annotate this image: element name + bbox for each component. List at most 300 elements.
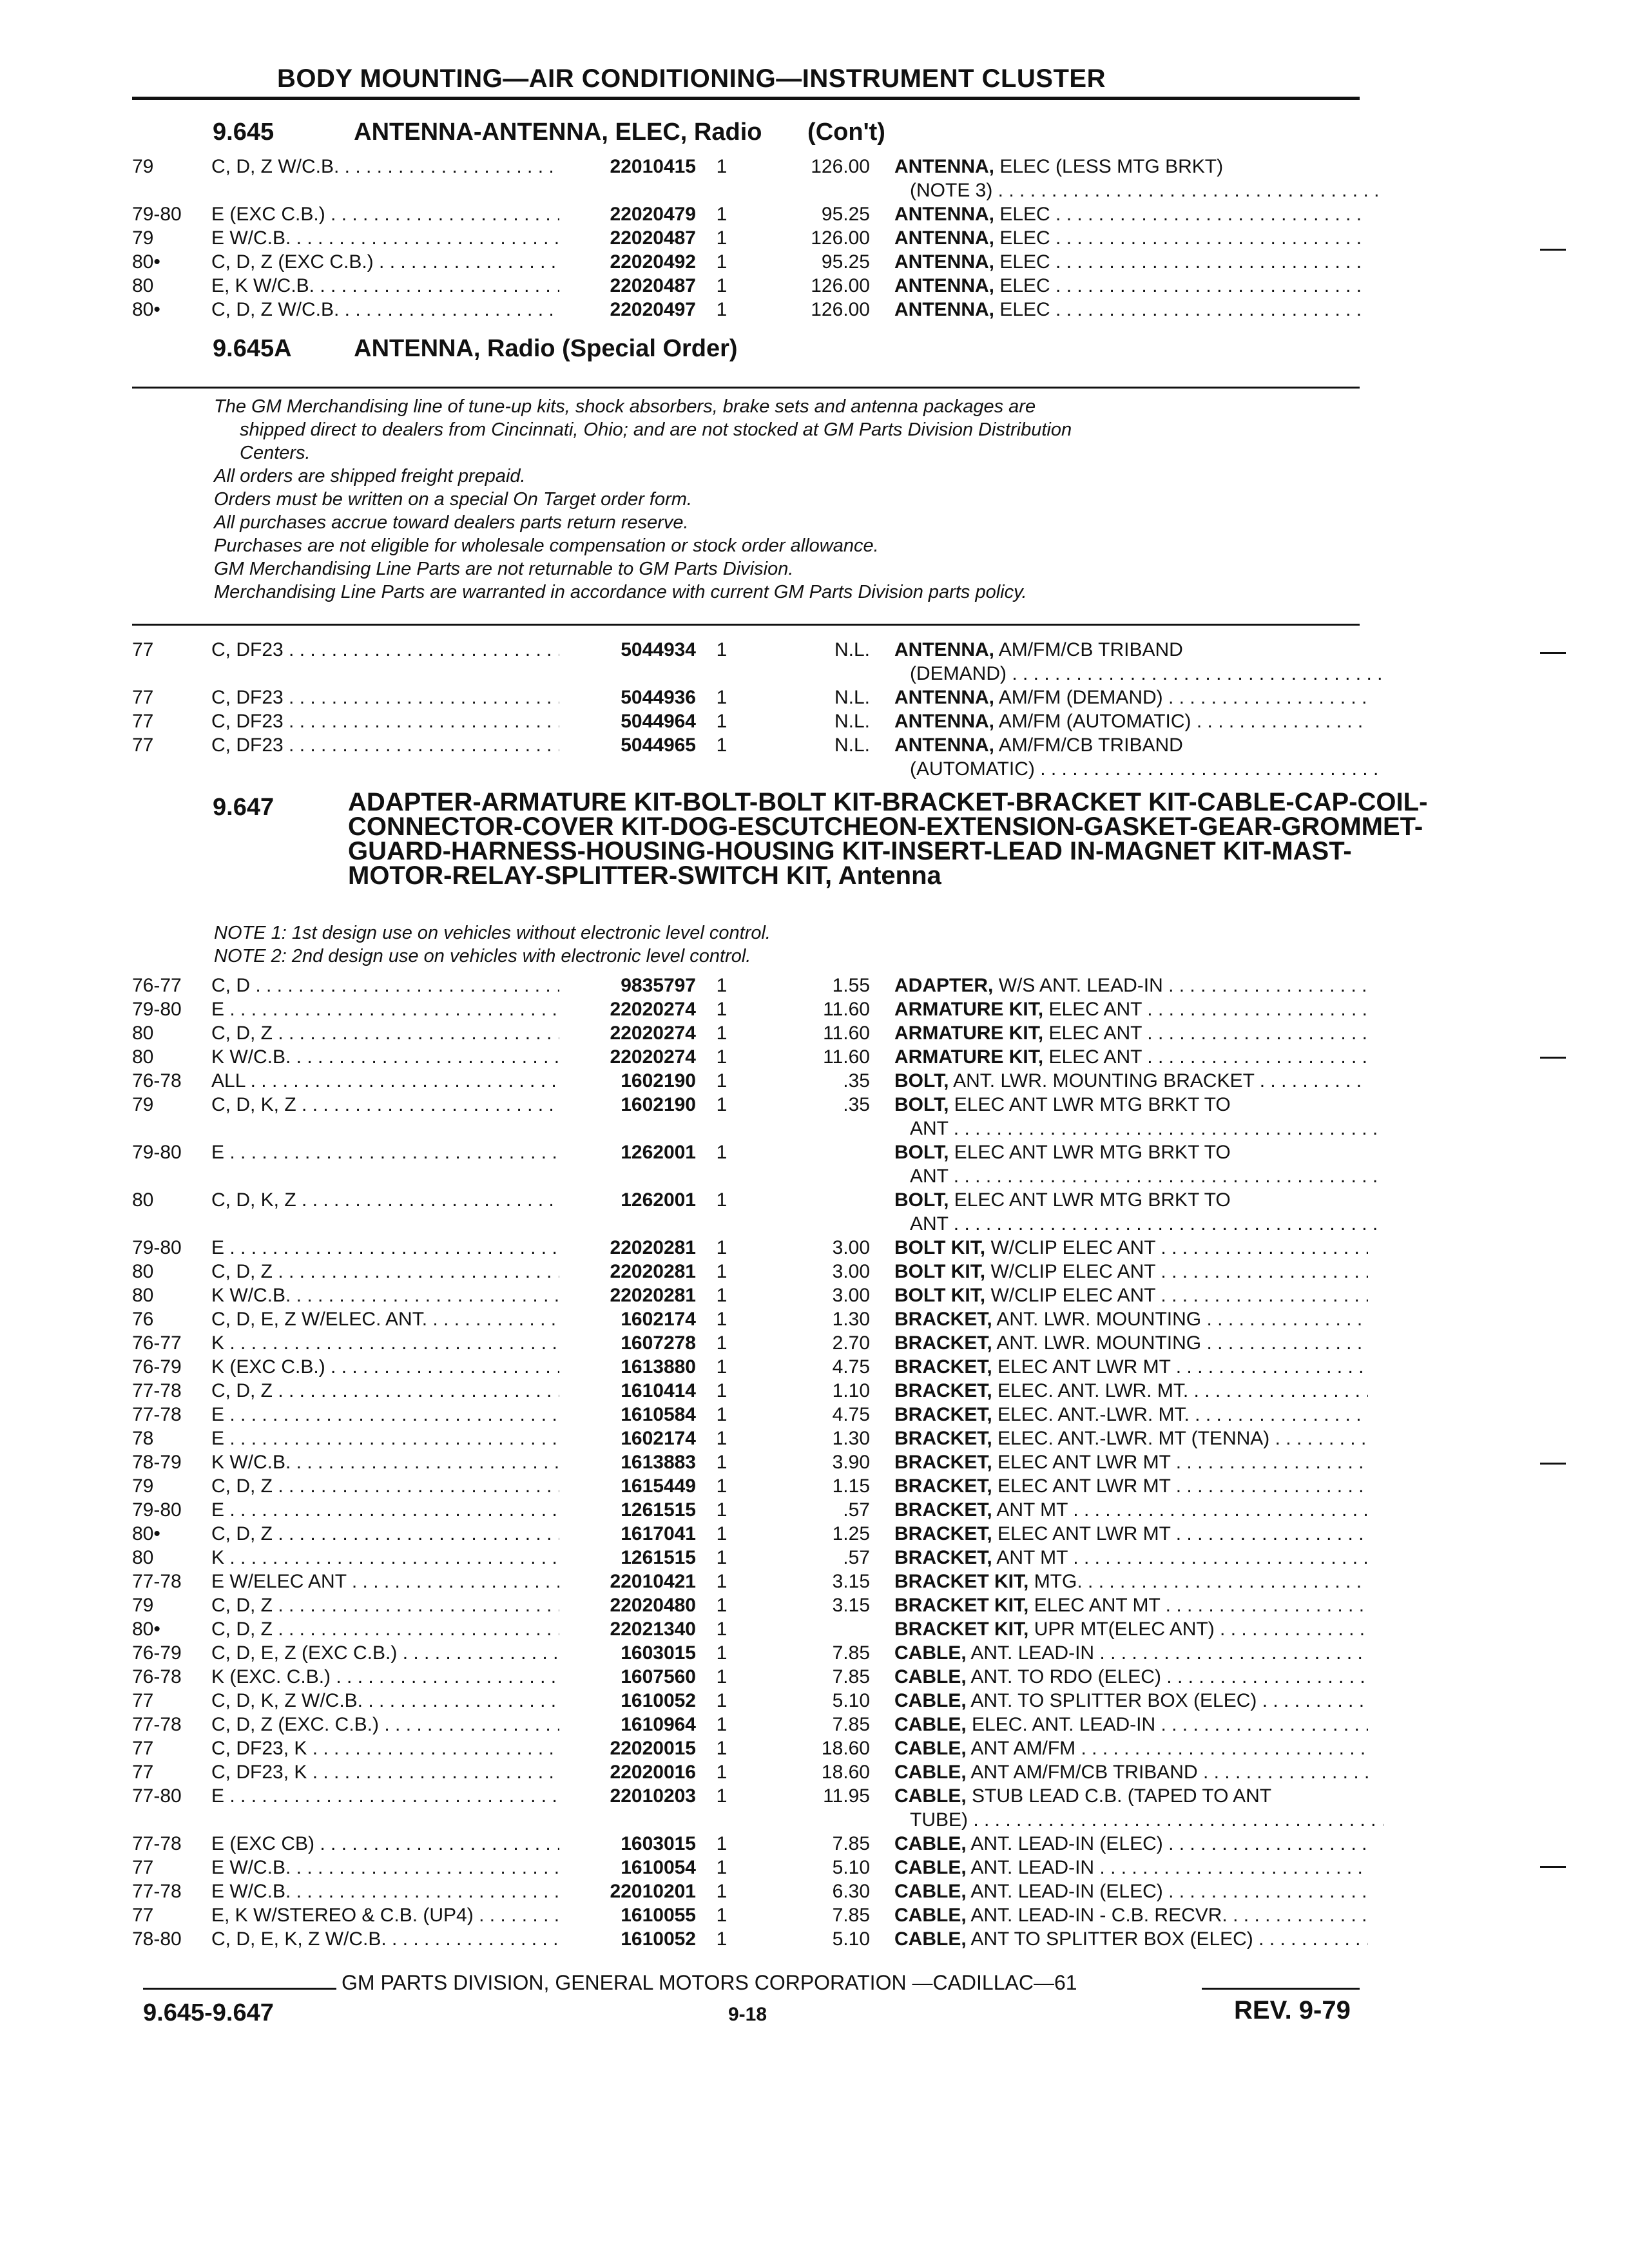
list-price: 6.30 bbox=[832, 1881, 870, 1902]
part-name: BRACKET, bbox=[894, 1309, 992, 1330]
quantity: 1 bbox=[716, 1857, 728, 1878]
model-application: C, D, K, Z W/C.B. . . . bbox=[211, 1689, 559, 1713]
table-row bbox=[0, 298, 1629, 322]
table-row bbox=[0, 710, 1629, 733]
part-number: 22020281 bbox=[610, 1261, 696, 1282]
note-line: All purchases accrue toward dealers parts return reserve. bbox=[214, 512, 689, 533]
quantity: 1 bbox=[716, 1928, 728, 1950]
part-detail: ANT. LEAD-IN - C.B. RECVR. bbox=[970, 1905, 1228, 1926]
part-description bbox=[894, 1093, 1368, 1117]
part-description bbox=[894, 1785, 1368, 1808]
model-application: K W/C.B. . . . bbox=[211, 1284, 559, 1307]
model-application: E W/C.B. . . . bbox=[211, 227, 559, 250]
part-name: BOLT KIT, bbox=[894, 1237, 986, 1258]
part-name: ANTENNA, bbox=[894, 735, 994, 756]
part-detail: ANT. LEAD-IN (ELEC) bbox=[970, 1881, 1163, 1902]
part-name: BOLT, bbox=[894, 1142, 949, 1163]
model-application: C, DF23, K . . . bbox=[211, 1761, 559, 1784]
part-name: ARMATURE KIT, bbox=[894, 1046, 1044, 1068]
part-description-continued: ANT . . . bbox=[910, 1165, 1383, 1188]
list-price: 126.00 bbox=[811, 275, 870, 296]
model-application: E, K W/C.B. . . . bbox=[211, 274, 559, 298]
model-year: 76-79 bbox=[132, 1356, 182, 1378]
part-detail: ELEC ANT bbox=[1048, 1023, 1142, 1044]
model-year: 80 bbox=[132, 1023, 154, 1044]
quantity: 1 bbox=[716, 1762, 728, 1783]
model-year: 76-79 bbox=[132, 1642, 182, 1664]
part-description-continued: (NOTE 3) . . . bbox=[910, 179, 1383, 202]
part-number: 1613880 bbox=[621, 1356, 696, 1378]
model-year: 76-77 bbox=[132, 1332, 182, 1354]
model-application: K . . . bbox=[211, 1332, 559, 1355]
part-detail: ANT AM/FM bbox=[970, 1738, 1076, 1759]
model-year: 80 bbox=[132, 275, 154, 296]
model-application: E . . . bbox=[211, 1785, 559, 1808]
part-name: BRACKET, bbox=[894, 1547, 992, 1568]
part-description bbox=[894, 1141, 1368, 1164]
merch-rule-bottom bbox=[132, 624, 1360, 626]
table-row bbox=[0, 639, 1629, 662]
part-description bbox=[894, 1523, 1368, 1546]
table-row bbox=[0, 1618, 1629, 1641]
part-detail: ELEC. ANT.-LWR. MT (TENNA) bbox=[998, 1428, 1270, 1449]
table-row-continuation bbox=[0, 758, 1629, 781]
section-title: ANTENNA-ANTENNA, ELEC, Radio bbox=[354, 119, 762, 146]
note-line: GM Merchandising Line Parts are not returnable to GM Parts Division. bbox=[214, 559, 794, 579]
page-number: 9-18 bbox=[728, 2004, 767, 2025]
table-row bbox=[0, 1022, 1629, 1045]
part-number: 22020274 bbox=[610, 1046, 696, 1068]
part-description-continued: (AUTOMATIC) . . . bbox=[910, 758, 1383, 781]
part-description bbox=[894, 1189, 1368, 1212]
table-row bbox=[0, 1236, 1629, 1260]
quantity: 1 bbox=[716, 1332, 728, 1354]
table-row bbox=[0, 998, 1629, 1021]
model-year: 77-80 bbox=[132, 1785, 182, 1807]
quantity: 1 bbox=[716, 275, 728, 296]
model-application: E (EXC C.B.) . . . bbox=[211, 203, 559, 226]
part-detail: W/CLIP ELEC ANT bbox=[990, 1285, 1156, 1306]
model-application: C, DF23, K . . . bbox=[211, 1737, 559, 1760]
part-description bbox=[894, 1904, 1368, 1927]
model-application: C, D, Z (EXC C.B.) . . . bbox=[211, 251, 559, 274]
section-number: 9.645A bbox=[213, 335, 292, 362]
table-row bbox=[0, 1332, 1629, 1355]
model-application: C, D, E, Z W/ELEC. ANT. . . . bbox=[211, 1308, 559, 1331]
quantity: 1 bbox=[716, 1428, 728, 1449]
part-name: CABLE, bbox=[894, 1928, 967, 1950]
model-application: C, D, Z W/C.B. . . . bbox=[211, 155, 559, 178]
table-row bbox=[0, 1046, 1629, 1069]
quantity: 1 bbox=[716, 251, 728, 273]
part-detail: ANT AM/FM/CB TRIBAND bbox=[970, 1762, 1198, 1783]
table-row bbox=[0, 1308, 1629, 1331]
model-application: K W/C.B. . . . bbox=[211, 1046, 559, 1069]
model-year: 77 bbox=[132, 735, 154, 756]
part-description bbox=[894, 974, 1368, 997]
part-description bbox=[894, 1832, 1368, 1856]
table-row bbox=[0, 1070, 1629, 1093]
model-application: K (EXC C.B.) . . . bbox=[211, 1356, 559, 1379]
part-number: 1261515 bbox=[621, 1499, 696, 1521]
footer-rule-right bbox=[1202, 1988, 1360, 1990]
table-row bbox=[0, 974, 1629, 997]
list-price: 5.10 bbox=[832, 1857, 870, 1878]
model-year: 77-78 bbox=[132, 1571, 182, 1592]
list-price: 11.60 bbox=[823, 1023, 870, 1044]
list-price: 7.85 bbox=[832, 1714, 870, 1735]
part-name: ANTENNA, bbox=[894, 227, 994, 249]
part-detail: ELEC ANT bbox=[1048, 1046, 1142, 1068]
part-description bbox=[894, 274, 1368, 298]
footer-rule-left bbox=[143, 1988, 336, 1990]
quantity: 1 bbox=[716, 1642, 728, 1664]
part-detail: AM/FM (DEMAND) bbox=[998, 687, 1163, 708]
part-description bbox=[894, 1284, 1368, 1307]
part-number: 22010201 bbox=[610, 1881, 696, 1902]
part-number: 1610052 bbox=[621, 1690, 696, 1711]
quantity: 1 bbox=[716, 1595, 728, 1616]
part-name: ANTENNA, bbox=[894, 156, 994, 177]
note-line: All orders are shipped freight prepaid. bbox=[214, 466, 526, 486]
model-application: ALL . . . bbox=[211, 1070, 559, 1093]
list-price: 3.15 bbox=[832, 1595, 870, 1616]
part-name: BRACKET, bbox=[894, 1452, 992, 1473]
quantity: 1 bbox=[716, 1261, 728, 1282]
margin-mark bbox=[1540, 1866, 1566, 1868]
table-row bbox=[0, 1832, 1629, 1856]
part-description bbox=[894, 1642, 1368, 1665]
part-number: 1262001 bbox=[621, 1142, 696, 1163]
table-row bbox=[0, 1642, 1629, 1665]
part-name: ARMATURE KIT, bbox=[894, 1023, 1044, 1044]
list-price: 18.60 bbox=[821, 1762, 870, 1783]
part-detail: ANT MT bbox=[996, 1499, 1068, 1521]
model-year: 80 bbox=[132, 1547, 154, 1568]
list-price: .35 bbox=[843, 1070, 870, 1091]
quantity: 1 bbox=[716, 711, 728, 732]
model-year: 77 bbox=[132, 711, 154, 732]
part-description bbox=[894, 1070, 1368, 1093]
part-number: 1610052 bbox=[621, 1928, 696, 1950]
part-number: 22010415 bbox=[610, 156, 696, 177]
list-price: 3.00 bbox=[832, 1285, 870, 1306]
quantity: 1 bbox=[716, 1881, 728, 1902]
list-price: 5.10 bbox=[832, 1690, 870, 1711]
quantity: 1 bbox=[716, 1309, 728, 1330]
list-price: 18.60 bbox=[821, 1738, 870, 1759]
part-name: BRACKET, bbox=[894, 1356, 992, 1378]
model-application: K . . . bbox=[211, 1546, 559, 1570]
part-number: 1261515 bbox=[621, 1547, 696, 1568]
part-name: BRACKET KIT, bbox=[894, 1571, 1029, 1592]
part-name: CABLE, bbox=[894, 1881, 967, 1902]
quantity: 1 bbox=[716, 639, 728, 660]
model-year: 80• bbox=[132, 251, 160, 273]
model-application: C, D, Z W/C.B. . . . bbox=[211, 298, 559, 322]
part-detail: ELEC bbox=[999, 251, 1050, 273]
part-name: CABLE, bbox=[894, 1833, 967, 1854]
table-row bbox=[0, 1904, 1629, 1927]
part-name: ANTENNA, bbox=[894, 275, 994, 296]
model-year: 80• bbox=[132, 299, 160, 320]
model-application: C, D, Z . . . bbox=[211, 1475, 559, 1498]
model-application: C, D, Z . . . bbox=[211, 1618, 559, 1641]
table-row bbox=[0, 1093, 1629, 1117]
part-detail: ANT TO SPLITTER BOX (ELEC) bbox=[970, 1928, 1253, 1950]
quantity: 1 bbox=[716, 1237, 728, 1258]
part-number: 5044964 bbox=[621, 711, 696, 732]
footer-publisher: GM PARTS DIVISION, GENERAL MOTORS CORPORATION —CADILLAC—61 bbox=[342, 1971, 1077, 1994]
part-name: BOLT, bbox=[894, 1070, 949, 1091]
section-9-647-notes bbox=[214, 921, 771, 968]
quantity: 1 bbox=[716, 999, 728, 1020]
model-year: 80 bbox=[132, 1285, 154, 1306]
part-name: BRACKET KIT, bbox=[894, 1619, 1029, 1640]
table-row bbox=[0, 251, 1629, 274]
model-application: E . . . bbox=[211, 998, 559, 1021]
quantity: 1 bbox=[716, 1356, 728, 1378]
part-detail: W/S ANT. LEAD-IN bbox=[998, 975, 1163, 996]
quantity: 1 bbox=[716, 1571, 728, 1592]
table-row bbox=[0, 1451, 1629, 1474]
part-description bbox=[894, 1666, 1368, 1689]
part-name: CABLE, bbox=[894, 1857, 967, 1878]
section-9-645a-heading bbox=[213, 335, 738, 363]
list-price: 1.25 bbox=[832, 1523, 870, 1544]
margin-mark bbox=[1540, 249, 1566, 251]
table-row-continuation bbox=[0, 179, 1629, 202]
table-row bbox=[0, 1737, 1629, 1760]
list-price: N.L. bbox=[834, 687, 870, 708]
quantity: 1 bbox=[716, 1285, 728, 1306]
model-year: 77-78 bbox=[132, 1714, 182, 1735]
model-year: 76 bbox=[132, 1309, 154, 1330]
part-detail: ANT. LWR. MOUNTING bbox=[996, 1332, 1202, 1354]
model-year: 76-77 bbox=[132, 975, 182, 996]
table-row bbox=[0, 1379, 1629, 1403]
part-number: 22020274 bbox=[610, 1023, 696, 1044]
part-detail: STUB LEAD C.B. (TAPED TO ANT bbox=[972, 1785, 1272, 1807]
quantity: 1 bbox=[716, 1475, 728, 1497]
part-name: CABLE, bbox=[894, 1785, 967, 1807]
quantity: 1 bbox=[716, 1046, 728, 1068]
list-price: 3.00 bbox=[832, 1261, 870, 1282]
model-application: C, D, Z . . . bbox=[211, 1260, 559, 1283]
part-description bbox=[894, 1737, 1368, 1760]
part-name: BOLT, bbox=[894, 1189, 949, 1211]
header-rule bbox=[132, 97, 1360, 100]
part-name: CABLE, bbox=[894, 1762, 967, 1783]
part-number: 22020479 bbox=[610, 204, 696, 225]
model-application: C, D, Z . . . bbox=[211, 1523, 559, 1546]
part-detail: UPR MT(ELEC ANT) bbox=[1034, 1619, 1215, 1640]
model-year: 79-80 bbox=[132, 999, 182, 1020]
part-number: 5044934 bbox=[621, 639, 696, 660]
model-application: E . . . bbox=[211, 1141, 559, 1164]
part-description bbox=[894, 1308, 1368, 1331]
part-number: 22010421 bbox=[610, 1571, 696, 1592]
model-application: E (EXC CB) . . . bbox=[211, 1832, 559, 1856]
part-name: BOLT, bbox=[894, 1094, 949, 1115]
model-year: 79-80 bbox=[132, 1499, 182, 1521]
table-row bbox=[0, 1880, 1629, 1903]
part-description bbox=[894, 710, 1368, 733]
list-price: 1.10 bbox=[832, 1380, 870, 1401]
part-name: CABLE, bbox=[894, 1905, 967, 1926]
part-detail: ANT. LEAD-IN bbox=[970, 1857, 1095, 1878]
part-name: CABLE, bbox=[894, 1642, 967, 1664]
list-price: 4.75 bbox=[832, 1356, 870, 1378]
part-description bbox=[894, 1236, 1368, 1260]
quantity: 1 bbox=[716, 975, 728, 996]
model-year: 79-80 bbox=[132, 1142, 182, 1163]
model-application: K W/C.B. . . . bbox=[211, 1451, 559, 1474]
part-description bbox=[894, 1856, 1368, 1879]
list-price: 7.85 bbox=[832, 1642, 870, 1664]
model-application: C, D, E, K, Z W/C.B. . . . bbox=[211, 1928, 559, 1951]
list-price: 3.90 bbox=[832, 1452, 870, 1473]
quantity: 1 bbox=[716, 299, 728, 320]
model-year: 79 bbox=[132, 1595, 154, 1616]
model-year: 77 bbox=[132, 1690, 154, 1711]
list-price: 1.30 bbox=[832, 1309, 870, 1330]
table-row bbox=[0, 1761, 1629, 1784]
model-application: E W/C.B. . . . bbox=[211, 1856, 559, 1879]
quantity: 1 bbox=[716, 1499, 728, 1521]
part-number: 1603015 bbox=[621, 1642, 696, 1664]
part-name: CABLE, bbox=[894, 1666, 967, 1687]
quantity: 1 bbox=[716, 1404, 728, 1425]
part-number: 5044936 bbox=[621, 687, 696, 708]
part-detail: ANT. LEAD-IN (ELEC) bbox=[970, 1833, 1163, 1854]
list-price: .57 bbox=[843, 1499, 870, 1521]
note-line: Orders must be written on a special On Target order form. bbox=[214, 489, 692, 510]
part-description bbox=[894, 1499, 1368, 1522]
margin-mark bbox=[1540, 652, 1566, 654]
table-row bbox=[0, 1475, 1629, 1498]
quantity: 1 bbox=[716, 1094, 728, 1115]
model-year: 80 bbox=[132, 1046, 154, 1068]
part-detail: ELEC ANT LWR MTG BRKT TO bbox=[954, 1189, 1231, 1211]
model-application: C, DF23 . . . bbox=[211, 639, 559, 662]
part-detail: ANT. LWR. MOUNTING BRACKET bbox=[953, 1070, 1255, 1091]
part-number: 22021340 bbox=[610, 1619, 696, 1640]
model-year: 76-78 bbox=[132, 1070, 182, 1091]
list-price: 11.60 bbox=[823, 999, 870, 1020]
list-price: 7.85 bbox=[832, 1833, 870, 1854]
part-detail: AM/FM (AUTOMATIC) bbox=[998, 711, 1191, 732]
part-number: 22020016 bbox=[610, 1762, 696, 1783]
table-row bbox=[0, 1260, 1629, 1283]
part-detail: ELEC ANT LWR MTG BRKT TO bbox=[954, 1142, 1231, 1163]
part-name: CABLE, bbox=[894, 1714, 967, 1735]
part-name: BRACKET, bbox=[894, 1428, 992, 1449]
model-application: C, DF23 . . . bbox=[211, 710, 559, 733]
part-description bbox=[894, 1022, 1368, 1045]
part-detail: MTG. bbox=[1034, 1571, 1083, 1592]
table-row bbox=[0, 734, 1629, 757]
table-row bbox=[0, 1141, 1629, 1164]
list-price: 1.30 bbox=[832, 1428, 870, 1449]
part-number: 22020497 bbox=[610, 299, 696, 320]
quantity: 1 bbox=[716, 1023, 728, 1044]
model-year: 78-80 bbox=[132, 1928, 182, 1950]
part-name: BRACKET, bbox=[894, 1475, 992, 1497]
quantity: 1 bbox=[716, 1380, 728, 1401]
quantity: 1 bbox=[716, 1619, 728, 1640]
part-detail: ELEC ANT LWR MTG BRKT TO bbox=[954, 1094, 1231, 1115]
quantity: 1 bbox=[716, 1833, 728, 1854]
part-detail: ELEC bbox=[999, 275, 1050, 296]
part-description bbox=[894, 1475, 1368, 1498]
merch-rule-top bbox=[132, 387, 1360, 389]
note-line: Centers. bbox=[240, 443, 311, 463]
part-number: 5044965 bbox=[621, 735, 696, 756]
list-price: 1.55 bbox=[832, 975, 870, 996]
model-year: 77-78 bbox=[132, 1833, 182, 1854]
table-row bbox=[0, 1928, 1629, 1951]
part-name: CABLE, bbox=[894, 1738, 967, 1759]
part-number: 22020281 bbox=[610, 1237, 696, 1258]
model-year: 77-78 bbox=[132, 1380, 182, 1401]
part-detail: ELEC ANT LWR MT bbox=[998, 1356, 1171, 1378]
quantity: 1 bbox=[716, 1070, 728, 1091]
section-9-647-title: ADAPTER-ARMATURE KIT-BOLT-BOLT KIT-BRACKET-BRACKET KIT-CABLE-CAP-COIL-CONNECTOR-COVER KIT-DOG-ESCUTCHEON-EXTENSION-GASKET-GEAR-GROMMET-GUARD-HARNESS-HOUSING-HOUSING KIT-INSERT-LEAD IN-MAGNET KIT-MAST-MOTOR-RELAY-SPLITTER-SWITCH KIT, Antenna bbox=[348, 788, 1428, 890]
part-description bbox=[894, 639, 1368, 662]
quantity: 1 bbox=[716, 156, 728, 177]
model-application: E W/C.B. . . . bbox=[211, 1880, 559, 1903]
section-continued: (Con't) bbox=[807, 119, 885, 146]
table-row bbox=[0, 1546, 1629, 1570]
table-row bbox=[0, 1189, 1629, 1212]
model-year: 80• bbox=[132, 1619, 160, 1640]
part-name: ADAPTER, bbox=[894, 975, 994, 996]
part-number: 1603015 bbox=[621, 1833, 696, 1854]
model-year: 80 bbox=[132, 1261, 154, 1282]
model-application: E . . . bbox=[211, 1236, 559, 1260]
part-detail: W/CLIP ELEC ANT bbox=[990, 1261, 1156, 1282]
list-price: 126.00 bbox=[811, 156, 870, 177]
part-description bbox=[894, 155, 1368, 178]
table-row bbox=[0, 1713, 1629, 1736]
list-price: 11.60 bbox=[823, 1046, 870, 1068]
page-header: BODY MOUNTING—AIR CONDITIONING—INSTRUMENT CLUSTER bbox=[277, 64, 1106, 93]
margin-mark bbox=[1540, 1463, 1566, 1465]
model-year: 77 bbox=[132, 1905, 154, 1926]
table-row bbox=[0, 1689, 1629, 1713]
part-description-continued: (DEMAND) . . . bbox=[910, 662, 1383, 686]
list-price: N.L. bbox=[834, 639, 870, 660]
note-line: NOTE 1: 1st design use on vehicles without electronic level control. bbox=[214, 923, 771, 943]
model-application: E W/ELEC ANT . . . bbox=[211, 1570, 559, 1593]
part-description bbox=[894, 1451, 1368, 1474]
model-year: 79-80 bbox=[132, 204, 182, 225]
quantity: 1 bbox=[716, 227, 728, 249]
model-year: 77 bbox=[132, 687, 154, 708]
part-number: 1615449 bbox=[621, 1475, 696, 1497]
part-number: 1602190 bbox=[621, 1070, 696, 1091]
table-row-continuation bbox=[0, 662, 1629, 686]
footer-section-range: 9.645-9.647 bbox=[143, 1999, 274, 2026]
quantity: 1 bbox=[716, 1523, 728, 1544]
part-number: 1610055 bbox=[621, 1905, 696, 1926]
model-year: 79 bbox=[132, 156, 154, 177]
part-name: BRACKET, bbox=[894, 1499, 992, 1521]
part-detail: ELEC ANT MT bbox=[1034, 1595, 1161, 1616]
part-name: ARMATURE KIT, bbox=[894, 999, 1044, 1020]
model-application: C, DF23 . . . bbox=[211, 686, 559, 709]
